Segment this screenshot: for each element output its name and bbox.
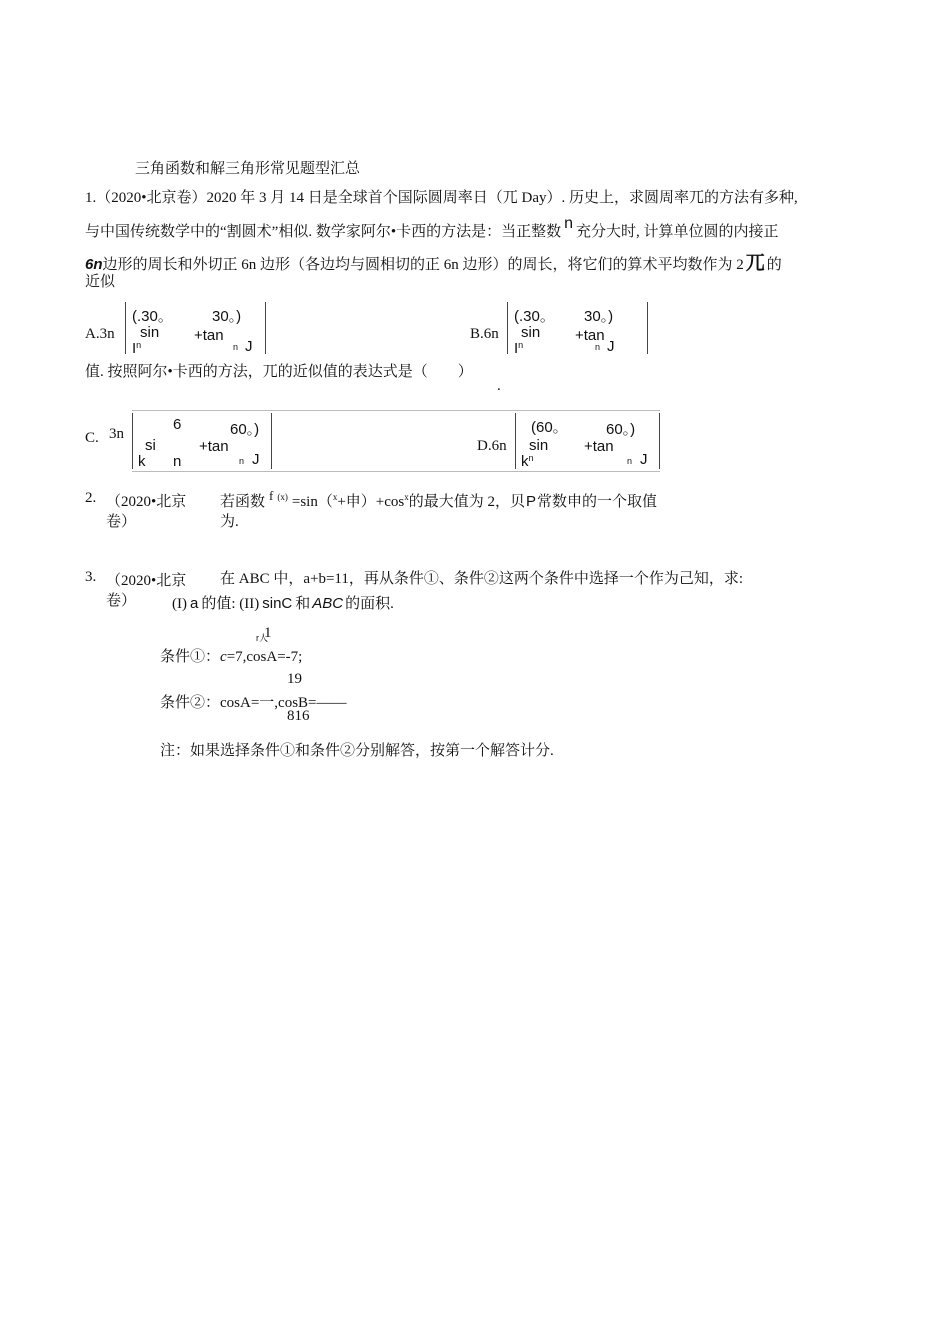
option-a-t5-sub: n: [136, 340, 142, 350]
q2-text-line-2: 为.: [220, 514, 239, 530]
q2-text-d: 的最大值为 2，贝: [408, 494, 526, 510]
option-b-label: B.6n: [470, 326, 499, 342]
option-b-t4: +tan: [575, 327, 605, 340]
option-b-left-bar: [507, 302, 508, 354]
option-d-t1: (60。: [531, 419, 568, 436]
q2-text-b: =sin（: [291, 494, 333, 510]
option-b-t5: [514, 340, 523, 357]
q3-source-2: 卷）: [106, 593, 137, 609]
cond2-top: 19: [287, 671, 302, 687]
q3-abc: ABC: [312, 595, 344, 612]
option-c-coef: 3n: [109, 426, 124, 442]
q3-text-line-1: 在 ABC 中，a+b=11，再从条件①、条件②这两个条件中选择一个作为己知，求:: [220, 571, 744, 587]
option-c-t3: si: [145, 437, 156, 454]
q2-source-2: 卷）: [106, 514, 137, 530]
option-c-label: C.: [85, 430, 99, 446]
option-a-t6: n: [233, 342, 239, 352]
option-a-t5: [132, 340, 141, 357]
cond1-rest: =7,cosA=-7;: [226, 649, 303, 665]
condition-1: [160, 645, 302, 666]
q1-line-3-pi: 兀: [745, 253, 765, 274]
q3-area: 的面积.: [345, 596, 394, 612]
q2-text-a: 若函数: [220, 494, 266, 510]
q1-line-2-n: n: [564, 215, 573, 232]
cond1-top: 1: [264, 625, 272, 641]
q2-x2: x: [332, 492, 338, 502]
option-d-t4: +tan: [584, 438, 614, 451]
option-a-left-bar: [125, 302, 126, 354]
option-b-t6: n: [595, 342, 601, 352]
condition-2: [160, 691, 347, 712]
option-c-t2: 60。): [230, 421, 260, 438]
q1-line-3-end: 的: [766, 257, 782, 273]
option-c-t1: 6: [173, 416, 182, 433]
cond1-label: 条件①：: [160, 649, 221, 665]
q3-text-line-2: [172, 592, 394, 613]
option-d-t5: [521, 453, 534, 470]
q1-line-3: [85, 248, 782, 275]
q2-x3: x: [404, 492, 409, 502]
option-b-t5-sub: n: [518, 340, 524, 350]
q2-text-line-1: [220, 490, 657, 511]
option-d-label: D.6n: [477, 438, 507, 451]
option-a-t7: J: [245, 338, 253, 355]
option-c-t7: n: [239, 456, 245, 466]
cond1-top-small: r人: [256, 633, 268, 643]
option-c-right-bar: [271, 413, 272, 469]
option-c-left-bar: [132, 413, 133, 469]
q3-part-i: (I): [172, 596, 187, 612]
q2-text-c: +申）+cos: [337, 494, 405, 510]
option-d-t7: J: [640, 451, 648, 468]
option-b-t2: 30。): [584, 308, 614, 325]
option-a-label: A.3n: [85, 326, 115, 342]
option-a-t2: 30。): [212, 308, 242, 325]
option-c-t5: k: [138, 453, 146, 470]
q3-number: 3.: [85, 569, 97, 585]
q1-line-2-text-a: 与中国传统数学中的“割圆术”相似. 数学家阿尔•卡西的方法是：当正整数: [85, 224, 562, 240]
q2-text-e: 常数申的一个取值: [537, 494, 658, 510]
option-b-t1: (.30。: [514, 308, 555, 325]
q3-sinc: sinC: [262, 595, 293, 612]
q2-f: f: [269, 488, 274, 503]
q1-line-3-text: 边形的周长和外切正 6n 边形（各边均与圆相切的正 6n 边形）的周长，将它们的算术平均数作为 2: [102, 257, 744, 273]
cond2-rest: cosA=一,cosB=——: [220, 695, 347, 711]
cond2-label: 条件②：: [160, 695, 221, 711]
option-a-t3: sin: [140, 324, 160, 341]
option-d-t5-main: k: [521, 453, 529, 470]
option-a-t4: +tan: [194, 327, 224, 340]
q3-source-1: （2020•北京: [106, 573, 187, 589]
option-a-right-bar: [265, 302, 266, 354]
q1-line-1: 1.（2020•北京卷）2020 年 3 月 14 日是全球首个国际圆周率日（兀 Day）. 历史上，求圆周率兀的方法有多种,: [85, 190, 798, 206]
option-c-t8: J: [252, 451, 260, 468]
option-d-t6: n: [627, 456, 633, 466]
option-b-t3: sin: [521, 324, 541, 341]
cond2-bottom: 816: [287, 708, 310, 724]
option-b-right-bar: [647, 302, 648, 354]
q2-number: 2.: [85, 490, 97, 506]
option-b-t7: J: [607, 338, 615, 355]
option-b-t5-main: I: [514, 340, 519, 357]
option-d-left-bar: [515, 413, 516, 469]
options-cd-bottom-rule: [132, 471, 660, 472]
q1-line-2-text-b: 充分大时, 计算单位圆的内接正: [575, 224, 779, 240]
option-d-t2: 60。): [606, 421, 636, 438]
cond1-c: c: [220, 649, 227, 665]
q1-line-5-dot: .: [497, 378, 501, 394]
q3-a: a: [190, 595, 199, 612]
option-d-right-bar: [659, 413, 660, 469]
options-cd-top-rule: [132, 410, 660, 411]
option-c-t4: +tan: [199, 438, 229, 451]
option-a-t5-main: I: [132, 340, 137, 357]
option-d-t3: sin: [529, 437, 549, 454]
q1-line-5: 值. 按照阿尔•卡西的方法，兀的近似值的表达式是（ ）: [85, 364, 473, 380]
option-a-t1: (.30。: [132, 308, 173, 325]
page-title: 三角函数和解三角形常见题型汇总: [135, 161, 361, 177]
q3-and: 和: [295, 596, 311, 612]
q1-line-3-6n: 6n: [85, 256, 103, 273]
q3-note: 注：如果选择条件①和条件②分别解答，按第一个解答计分.: [160, 743, 554, 759]
q2-source-1: （2020•北京: [106, 494, 187, 510]
option-d-t5-sub: n: [528, 453, 534, 463]
option-c-t6: n: [173, 453, 182, 470]
q3-part-ii: 的值: (II): [201, 596, 260, 612]
q1-line-4: 近似: [85, 274, 116, 290]
q1-line-2: [85, 215, 779, 241]
q2-p: P: [526, 493, 537, 510]
q2-x: (x): [277, 492, 288, 502]
